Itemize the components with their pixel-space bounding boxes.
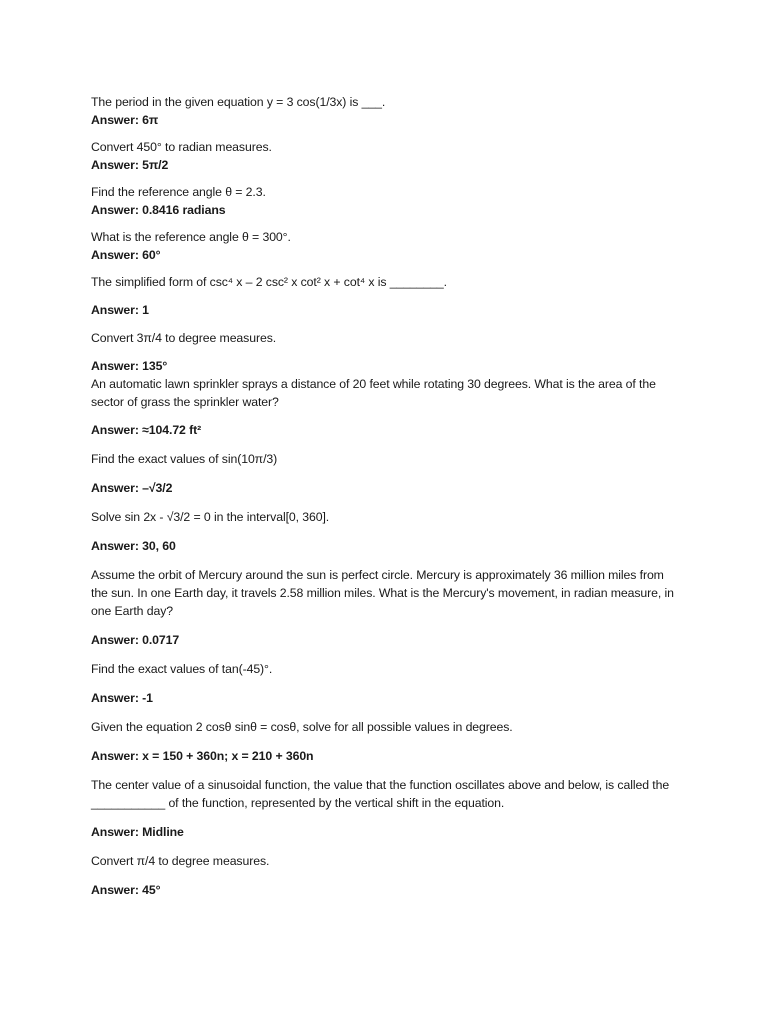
answer-12: Answer: x = 150 + 360n; x = 210 + 360n: [91, 749, 314, 763]
question-13: The center value of a sinusoidal function, the value that the function oscillates above and below, is called the ___________ of the function, represented by the vertical shift in the equation.: [91, 778, 670, 810]
question-9: Solve sin 2x - √3/2 = 0 in the interval[0, 360].: [91, 510, 330, 524]
question-5: The simplified form of csc⁴ x – 2 csc² x cot² x + cot⁴ x is ________.: [91, 275, 447, 289]
answer-4: Answer: 60°: [91, 248, 161, 262]
question-11: Find the exact values of tan(-45)°.: [91, 662, 273, 676]
answer-6: Answer: 135°: [91, 359, 168, 373]
question-7: An automatic lawn sprinkler sprays a distance of 20 feet while rotating 30 degrees. What is the area of the sector of grass the sprinkler water?: [91, 377, 656, 409]
answer-3: Answer: 0.8416 radians: [91, 203, 226, 217]
question-2: Convert 450° to radian measures.: [91, 140, 272, 154]
answer-14: Answer: 45°: [91, 883, 161, 897]
question-12: Given the equation 2 cosθ sinθ = cosθ, solve for all possible values in degrees.: [91, 720, 513, 734]
question-14: Convert π/4 to degree measures.: [91, 854, 270, 868]
answer-11: Answer: -1: [91, 691, 153, 705]
answer-8: Answer: –√3/2: [91, 481, 173, 495]
answer-1: Answer: 6π: [91, 113, 159, 127]
question-6: Convert 3π/4 to degree measures.: [91, 331, 277, 345]
answer-2: Answer: 5π/2: [91, 158, 169, 172]
question-8: Find the exact values of sin(10π/3): [91, 452, 278, 466]
answer-10: Answer: 0.0717: [91, 633, 180, 647]
document-page: [91, 93, 681, 899]
question-3: Find the reference angle θ = 2.3.: [91, 185, 266, 199]
question-4: What is the reference angle θ = 300°.: [91, 230, 291, 244]
question-1: The period in the given equation y = 3 cos(1/3x) is ___.: [91, 95, 386, 109]
question-10: Assume the orbit of Mercury around the sun is perfect circle. Mercury is approximately 36 million miles from the sun. In one Earth day, it travels 2.58 million miles. What is the Mercury's movement, in radian measure, in one Earth day?: [91, 568, 674, 618]
answer-5: Answer: 1: [91, 303, 149, 317]
answer-9: Answer: 30, 60: [91, 539, 176, 553]
answer-7: Answer: ≈104.72 ft²: [91, 423, 202, 437]
answer-13: Answer: Midline: [91, 825, 184, 839]
